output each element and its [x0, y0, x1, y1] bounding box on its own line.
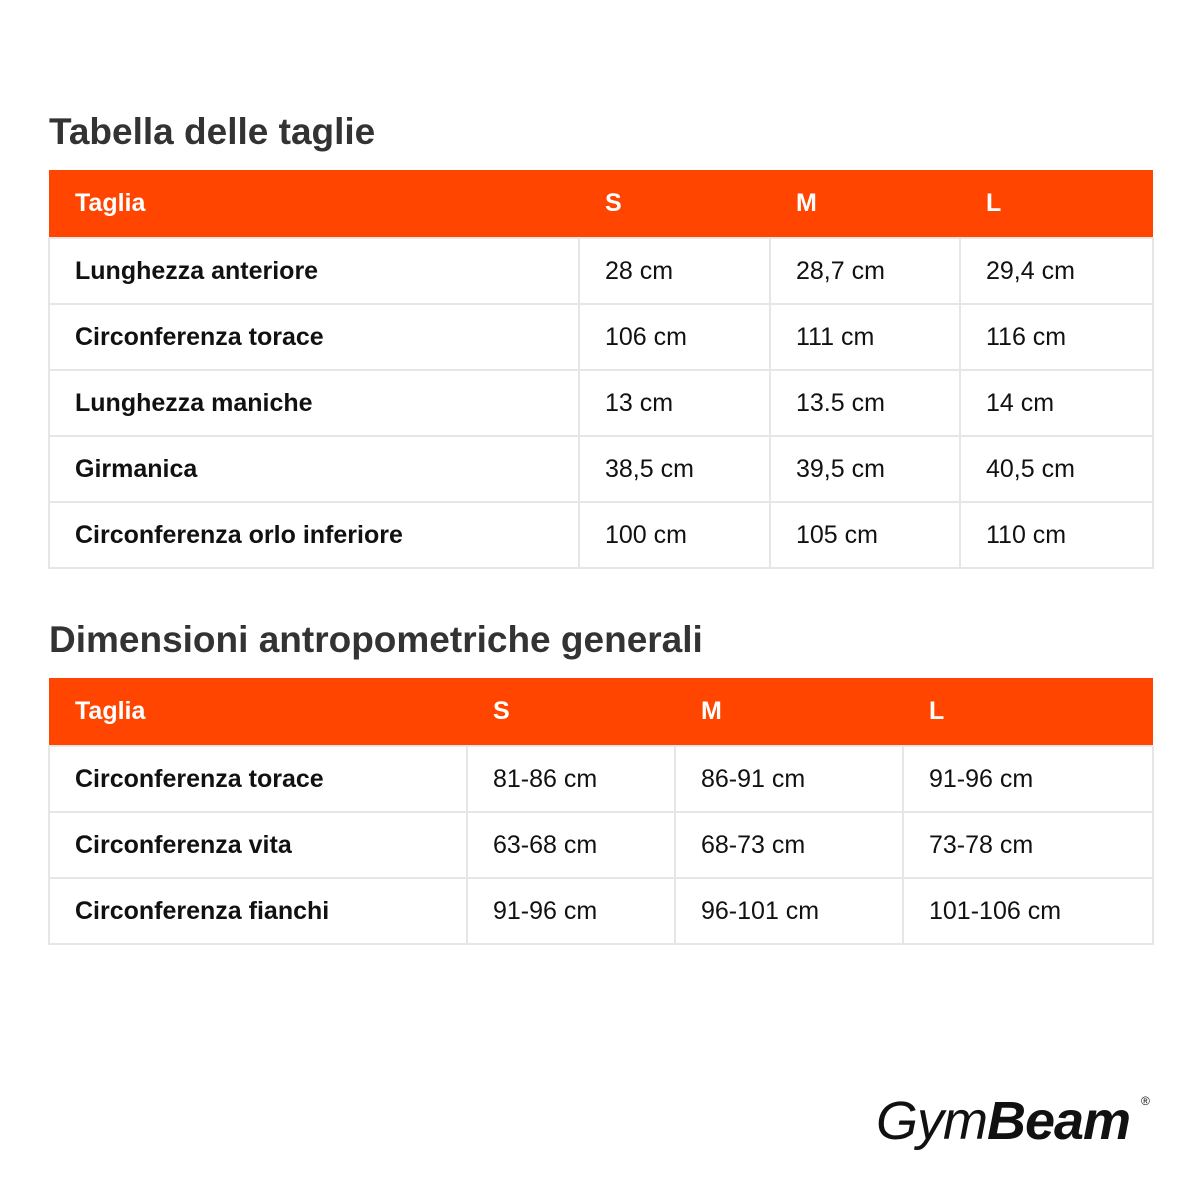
- header-cell-s: S: [493, 697, 510, 725]
- header-cell-m: M: [701, 697, 722, 725]
- row-label: Circonferenza vita: [49, 812, 467, 878]
- row-label: Circonferenza torace: [49, 746, 467, 812]
- cell-l: 101-106 cm: [903, 878, 1153, 944]
- row-label: Lunghezza anteriore: [49, 238, 579, 304]
- table-header-row: [49, 678, 1153, 746]
- cell-s: 13 cm: [579, 370, 770, 436]
- cell-m: 39,5 cm: [770, 436, 960, 502]
- gymbeam-logo: [876, 1090, 1166, 1160]
- cell-l: 91-96 cm: [903, 746, 1153, 812]
- row-label: Girmanica: [49, 436, 579, 502]
- header-cell-m: M: [796, 189, 817, 217]
- cell-l: 73-78 cm: [903, 812, 1153, 878]
- cell-s: 91-96 cm: [467, 878, 675, 944]
- table-row: [49, 436, 1153, 502]
- registered-trademark-mark: ®: [1141, 1094, 1150, 1108]
- cell-s: 106 cm: [579, 304, 770, 370]
- garment-size-table: [48, 170, 1154, 569]
- row-label: Circonferenza orlo inferiore: [49, 502, 579, 568]
- logo-text-beam: Beam: [987, 1091, 1131, 1151]
- logo-text-gym: Gym: [876, 1091, 987, 1151]
- cell-l: 29,4 cm: [960, 238, 1153, 304]
- header-cell-l: L: [929, 697, 945, 725]
- cell-s: 63-68 cm: [467, 812, 675, 878]
- header-cell-size-label: Taglia: [75, 189, 146, 217]
- cell-m: 86-91 cm: [675, 746, 903, 812]
- cell-m: 28,7 cm: [770, 238, 960, 304]
- row-label: Lunghezza maniche: [49, 370, 579, 436]
- row-label: Circonferenza torace: [49, 304, 579, 370]
- cell-m: 68-73 cm: [675, 812, 903, 878]
- cell-l: 14 cm: [960, 370, 1153, 436]
- table-row: [49, 238, 1153, 304]
- row-label: Circonferenza fianchi: [49, 878, 467, 944]
- table-row: [49, 304, 1153, 370]
- garment-size-table-title: Tabella delle taglie: [49, 111, 376, 152]
- body-measurements-table-title: Dimensioni antropometriche generali: [49, 619, 703, 660]
- table-row: [49, 502, 1153, 568]
- cell-m: 105 cm: [770, 502, 960, 568]
- table-row: [49, 878, 1153, 944]
- table-header-row: [49, 170, 1153, 238]
- cell-m: 13.5 cm: [770, 370, 960, 436]
- body-measurements-table: [48, 678, 1154, 945]
- cell-s: 81-86 cm: [467, 746, 675, 812]
- header-cell-l: L: [986, 189, 1002, 217]
- cell-m: 96-101 cm: [675, 878, 903, 944]
- cell-s: 38,5 cm: [579, 436, 770, 502]
- header-cell-s: S: [605, 189, 622, 217]
- cell-l: 116 cm: [960, 304, 1153, 370]
- cell-s: 100 cm: [579, 502, 770, 568]
- header-cell-size-label: Taglia: [75, 697, 146, 725]
- cell-l: 110 cm: [960, 502, 1153, 568]
- cell-s: 28 cm: [579, 238, 770, 304]
- table-row: [49, 746, 1153, 812]
- table-row: [49, 812, 1153, 878]
- cell-l: 40,5 cm: [960, 436, 1153, 502]
- table-row: [49, 370, 1153, 436]
- cell-m: 111 cm: [770, 304, 960, 370]
